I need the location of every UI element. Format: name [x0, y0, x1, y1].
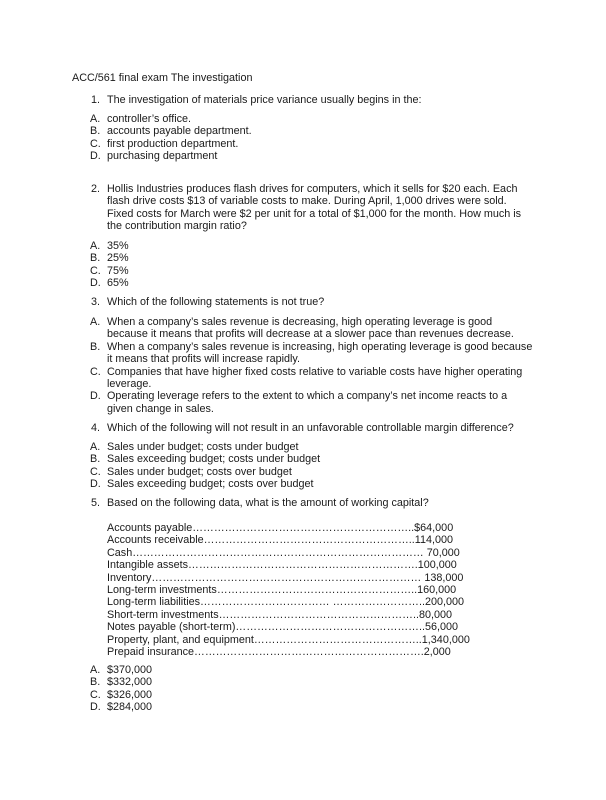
question-text: Based on the following data, what is the amount of working capital?: [107, 497, 429, 509]
option-text: purchasing department: [107, 150, 218, 163]
option-c: [90, 265, 535, 277]
question-number: 5.: [91, 497, 101, 509]
option-text: Sales under budget; costs under budget: [107, 441, 299, 453]
option-text: 35%: [107, 240, 129, 252]
question-4: [91, 422, 531, 434]
data-line: Property, plant, and equipment………………………………………..1,340,000: [107, 633, 470, 646]
option-text: $326,000: [107, 688, 153, 701]
question-5-options: [90, 664, 535, 714]
option-letter: A.: [90, 113, 101, 125]
option-c: [90, 138, 535, 150]
question-number: 3.: [91, 296, 101, 308]
option-text: Operating leverage refers to the extent to which a company’s net income reacts to a given change in sales.: [107, 390, 508, 415]
option-letter: A.: [90, 316, 101, 328]
option-letter: A.: [90, 664, 101, 676]
option-letter: D.: [90, 701, 101, 714]
option-letter: C.: [90, 264, 101, 277]
option-text: Sales under budget; costs over budget: [107, 465, 292, 478]
option-letter: D.: [90, 478, 101, 491]
question-text: The investigation of materials price variance usually begins in the:: [107, 94, 422, 106]
option-a: [90, 316, 535, 341]
option-letter: A.: [90, 240, 101, 252]
question-text: Which of the following statements is not true?: [107, 296, 325, 308]
option-letter: D.: [90, 150, 101, 163]
option-b: [90, 341, 535, 366]
option-text: Sales exceeding budget; costs under budget: [107, 453, 321, 466]
option-a: [90, 240, 535, 252]
option-letter: B.: [90, 125, 101, 138]
option-b: [90, 252, 535, 264]
question-1: [91, 94, 531, 106]
option-text: 25%: [107, 252, 129, 265]
data-line: Short-term investments………………………………………………..80,000: [107, 608, 452, 621]
data-line: Long-term liabilities……………………………… ……………………..200,000: [107, 596, 464, 609]
question-3-options: [90, 316, 535, 415]
data-line: Prepaid insurance……………………………………………………….2,000: [107, 645, 451, 658]
option-d: [90, 701, 535, 713]
option-b: [90, 676, 535, 688]
data-line: Long-term investments………………………………………………..160,000: [107, 583, 457, 596]
option-d: [90, 390, 535, 415]
option-text: Sales exceeding budget; costs over budget: [107, 478, 314, 491]
data-line: Accounts payable……………………………………………………..$64,000: [107, 522, 454, 534]
option-a: [90, 664, 535, 676]
question-2: [91, 183, 531, 233]
option-d: [90, 150, 535, 162]
option-text: controller’s office.: [107, 113, 192, 125]
option-letter: D.: [90, 390, 101, 403]
option-c: [90, 466, 535, 478]
option-letter: A.: [90, 441, 101, 453]
balance-data-list: [107, 522, 470, 658]
option-text: 75%: [107, 264, 129, 277]
option-c: [90, 689, 535, 701]
option-c: [90, 366, 535, 391]
option-letter: C.: [90, 465, 101, 478]
option-letter: D.: [90, 277, 101, 290]
option-text: $284,000: [107, 701, 153, 714]
option-text: first production department.: [107, 137, 239, 150]
option-letter: C.: [90, 365, 101, 378]
option-text: 65%: [107, 277, 129, 290]
option-letter: B.: [90, 453, 101, 466]
question-1-options: [90, 113, 535, 163]
question-number: 1.: [91, 94, 101, 106]
question-2-options: [90, 240, 535, 290]
data-line: Inventory………………………………………………………………… 138,000: [107, 571, 464, 584]
option-text: $332,000: [107, 676, 153, 689]
data-line: Accounts receivable…………………………………………………..114,000: [107, 534, 453, 547]
data-line: Notes payable (short-term)……………………………………………..56,000: [107, 621, 458, 634]
option-a: [90, 113, 535, 125]
question-3: [91, 296, 531, 308]
option-b: [90, 125, 535, 137]
option-d: [90, 478, 535, 490]
question-number: 2.: [91, 183, 101, 195]
option-b: [90, 453, 535, 465]
question-5: [91, 497, 531, 509]
option-letter: B.: [90, 252, 101, 265]
option-text: $370,000: [107, 664, 153, 676]
question-4-options: [90, 441, 535, 491]
option-d: [90, 277, 535, 289]
option-letter: C.: [90, 688, 101, 701]
option-text: When a company’s sales revenue is increasing, high operating leverage is good because it means that profits will increase rapidly.: [107, 340, 533, 366]
option-text: When a company’s sales revenue is decreasing, high operating leverage is good because it means that profits will decrease at a slower pace than revenues decrease.: [107, 316, 514, 341]
option-text: accounts payable department.: [107, 125, 252, 138]
data-line: Cash……………………………………………………………………… 70,000: [107, 546, 460, 559]
question-text: Which of the following will not result in an unfavorable controllable margin difference?: [107, 422, 514, 434]
document-title: ACC/561 final exam The investigation: [72, 72, 253, 84]
option-letter: B.: [90, 676, 101, 689]
question-text: Hollis Industries produces flash drives for computers, which it sells for $20 each. Each flash drive costs $13 of variable costs to make. During April, 1,000 drives were sold. Fixed costs for March were $2 per unit for a total of $1,000 for the month. How much is the contribution margin ratio?: [107, 183, 522, 233]
option-text: Companies that have higher fixed costs relative to variable costs have higher operating leverage.: [107, 365, 523, 391]
option-a: [90, 441, 535, 453]
option-letter: B.: [90, 340, 101, 353]
question-number: 4.: [91, 422, 101, 434]
data-line: Intangible assets……………………………………………………….100,000: [107, 559, 457, 572]
option-letter: C.: [90, 137, 101, 150]
